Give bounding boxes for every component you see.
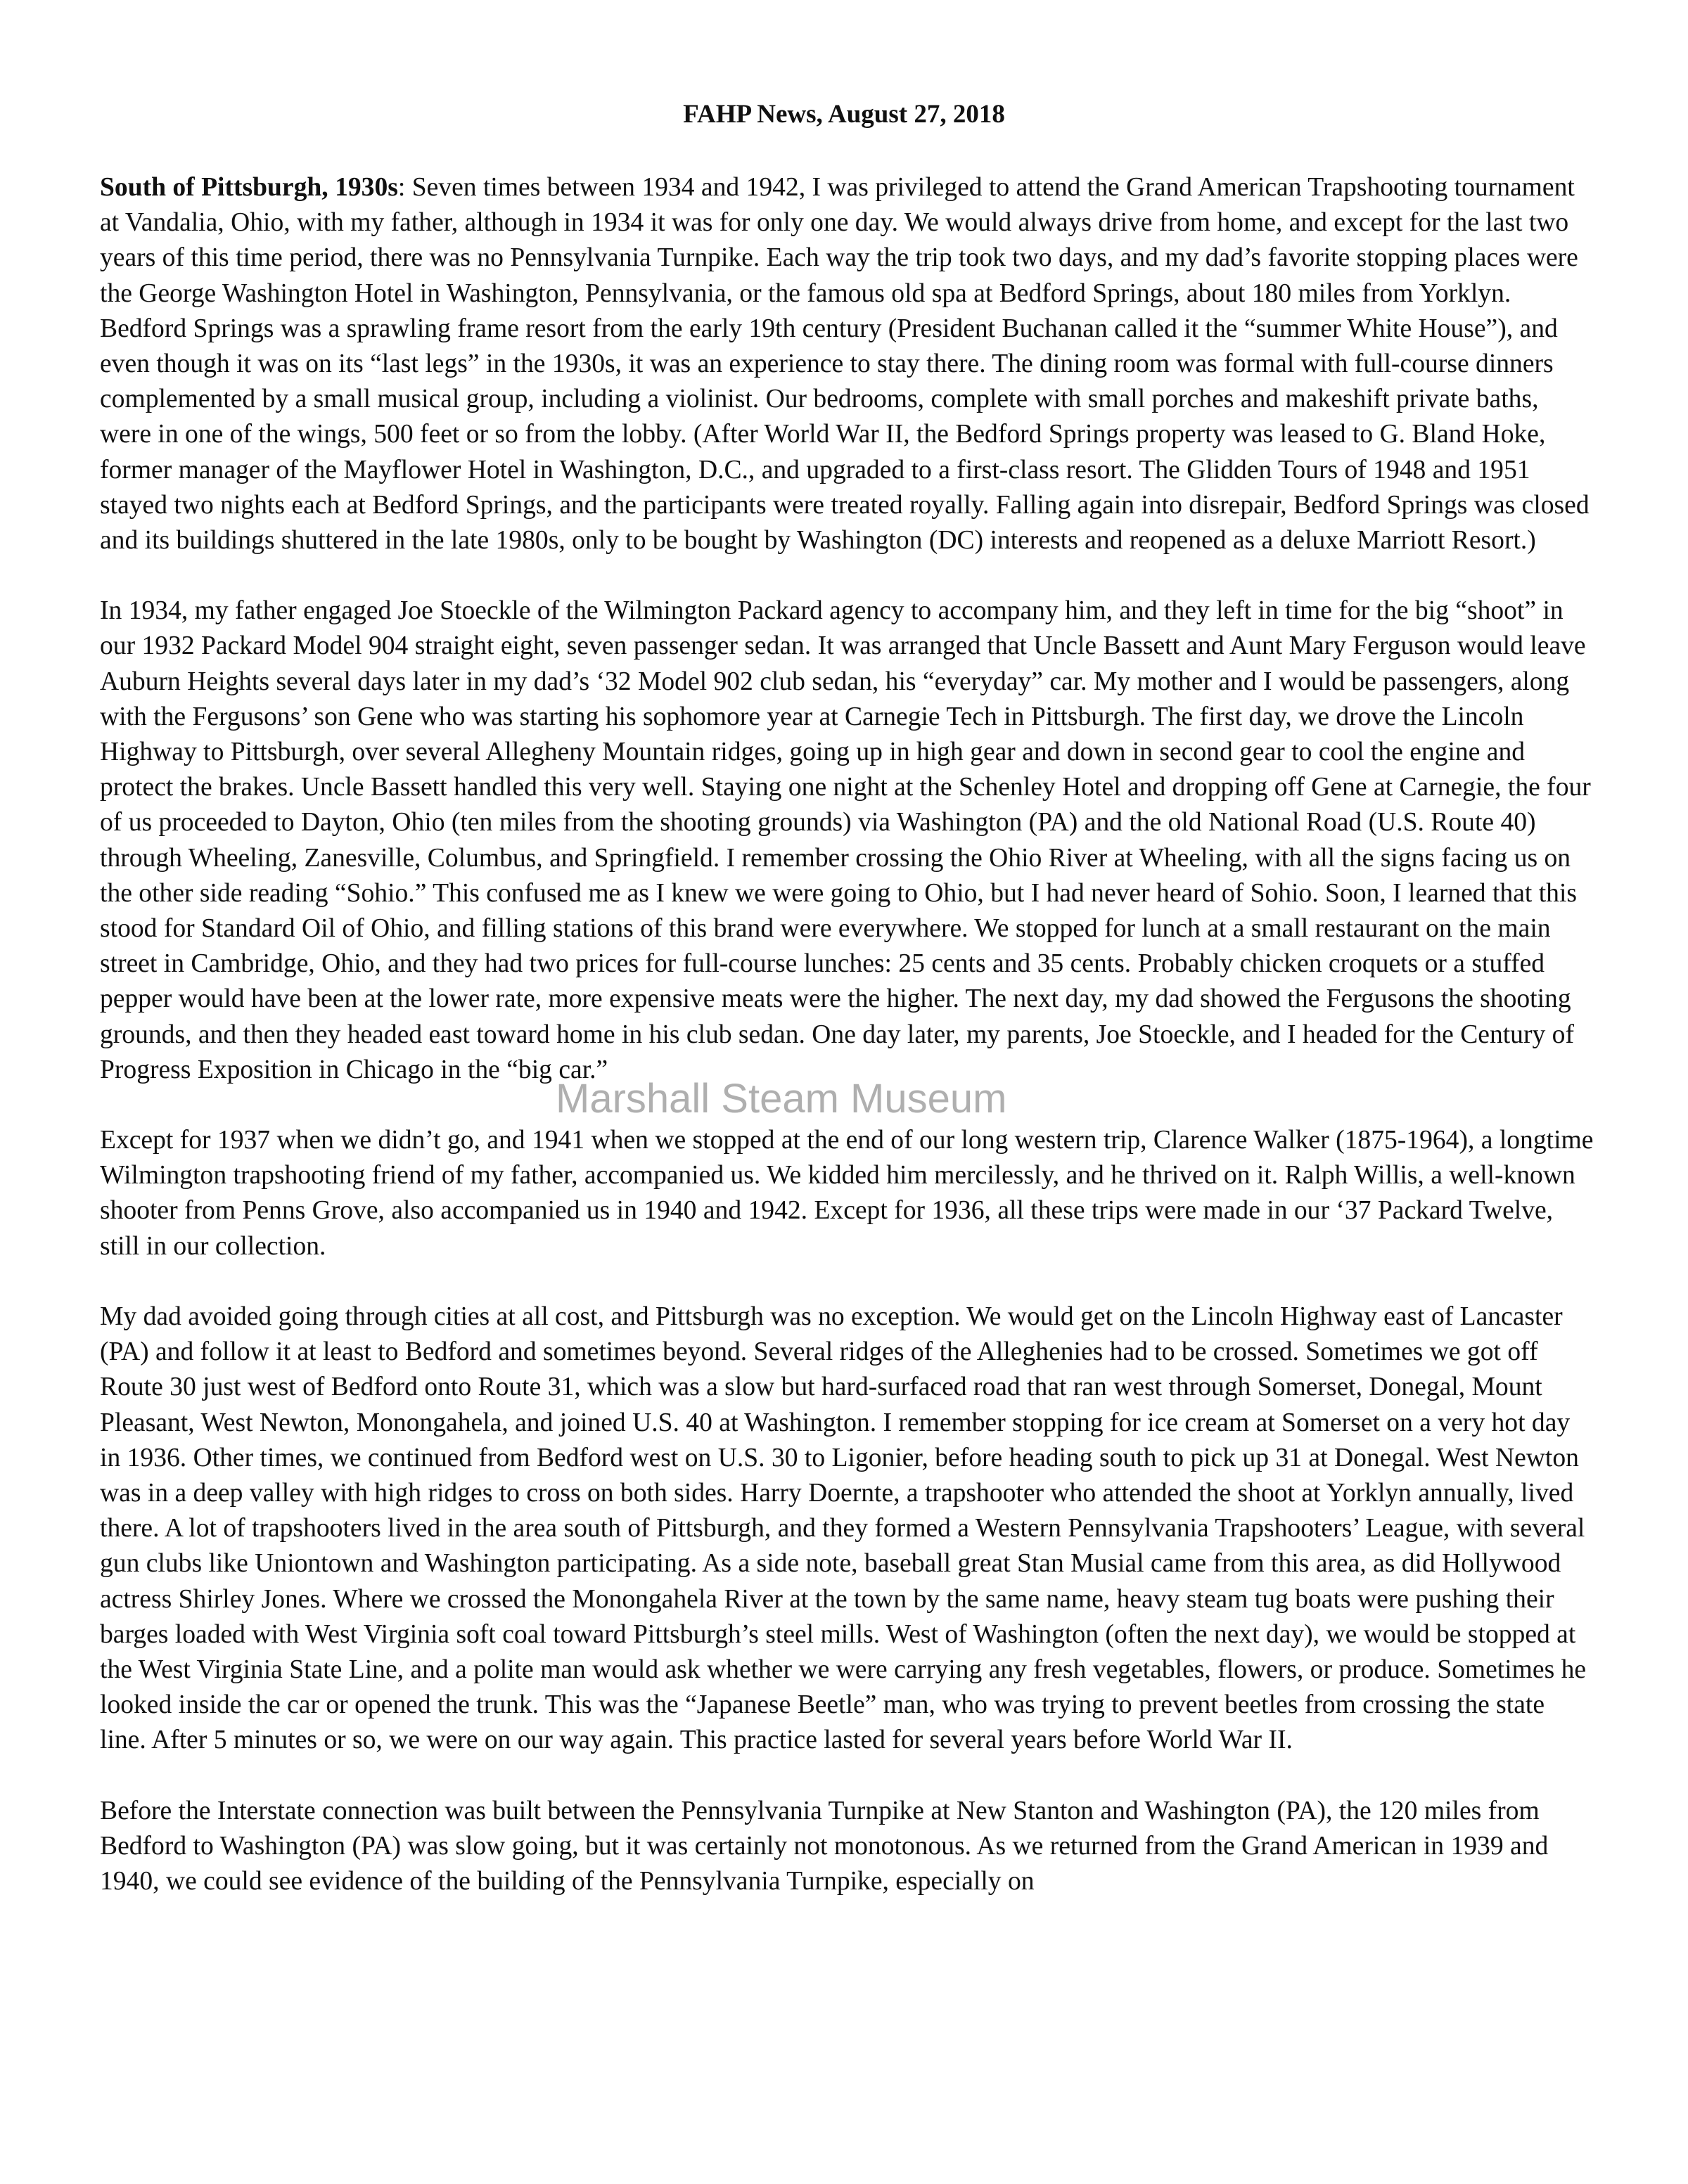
paragraph-2: In 1934, my father engaged Joe Stoeckle of the Wilmington Packard agency to accompany him, and they left in time for the big “shoot” in our 1932 Packard Model 904 straight eight, seven passenger sedan. It was arranged that Uncle Bassett and Aunt Mary Ferguson would leave Auburn Heights several days later in my dad’s ‘32 Model 902 club sedan, his “everyday” car. My mother and I would be passengers, along with the Fergusons’ son Gene who was starting his sophomore year at Carnegie Tech in Pittsburgh. The first day, we drove the Lincoln Highway to Pittsburgh, over several Allegheny Mountain ridges, going up in high gear and down in second gear to cool the engine and protect the brakes. Uncle Bassett handled this very well. Staying one night at the Schenley Hotel and dropping off Gene at Carnegie, the four of us proceeded to Dayton, Ohio (ten miles from the shooting grounds) via Washington (PA) and the old National Road (U.S. Route 40) through Wheeling, Zanesville, Columbus, and Springfield. I remember crossing the Ohio River at Wheeling, with all the signs facing us on the other side reading “Sohio.” This confused me as I knew we were going to Ohio, but I had never heard of Sohio. Soon, I learned that this stood for Standard Oil of Ohio, and filling stations of this brand were everywhere. We stopped for lunch at a small restaurant on the main street in Cambridge, Ohio, and they had two prices for full-course lunches: 25 cents and 35 cents. Probably chicken croquets or a stuffed pepper would have been at the lower rate, more expensive meats were the higher. The next day, my dad showed the Fergusons the shooting grounds, and then they headed east toward home in his club sedan. One day later, my parents, Joe Stoeckle, and I headed for the Century of Progress Exposition in Chicago in the “big car.” bbox=[100, 596, 1591, 1084]
paragraph-3: Except for 1937 when we didn’t go, and 1941 when we stopped at the end of our long western trip, Clarence Walker (1875-1964), a longtime Wilmington trapshooting friend of my father, accompanied us. We kidded him mercilessly, and he thrived on it. Ralph Willis, a well-known shooter from Penns Grove, also accompanied us in 1940 and 1942. Except for 1936, all these trips were made in our ‘37 Packard Twelve, still in our collection. bbox=[100, 1126, 1594, 1261]
paragraph-1 bbox=[100, 170, 1595, 558]
page-title: FAHP News, August 27, 2018 bbox=[683, 100, 1005, 129]
paragraph-5: Before the Interstate connection was built between the Pennsylvania Turnpike at New Stanton and Washington (PA), the 120 miles from Bedford to Washington (PA) was slow going, but it was certainly not monotonous. As we returned from the Grand American in 1939 and 1940, we could see evidence of the building of the Pennsylvania Turnpike, especially on bbox=[100, 1796, 1549, 1896]
paragraph-4: My dad avoided going through cities at all cost, and Pittsburgh was no exception. We would get on the Lincoln Highway east of Lancaster (PA) and follow it at least to Bedford and sometimes beyond. Several ridges of the Alleghenies had to be crossed. Sometimes we got off Route 30 just west of Bedford onto Route 31, which was a slow but hard-surfaced road that ran west through Somerset, Donegal, Mount Pleasant, West Newton, Monongahela, and joined U.S. 40 at Washington. I remember stopping for ice cream at Somerset on a very hot day in 1936. Other times, we continued from Bedford west on U.S. 30 to Ligonier, before heading south to pick up 31 at Donegal. West Newton was in a deep valley with high ridges to cross on both sides. Harry Doernte, a trapshooter who attended the shoot at Yorklyn annually, lived there. A lot of trapshooters lived in the area south of Pittsburgh, and they formed a Western Pennsylvania Trapshooters’ League, with several gun clubs like Uniontown and Washington participating. As a side note, baseball great Stan Musial came from this area, as did Hollywood actress Shirley Jones. Where we crossed the Monongahela River at the town by the same name, heavy steam tug boats were pushing their barges loaded with West Virginia soft coal toward Pittsburgh’s steel mills. West of Washington (often the next day), we would be stopped at the West Virginia State Line, and a polite man would ask whether we were carrying any fresh vegetables, flowers, or produce. Sometimes he looked inside the car or opened the trunk. This was the “Japanese Beetle” man, who was trying to prevent beetles from crossing the state line. After 5 minutes or so, we were on our way again. This practice lasted for several years before World War II. bbox=[100, 1302, 1587, 1755]
paragraph-1-text: : Seven times between 1934 and 1942, I was privileged to attend the Grand American Trapshooting tournament at Vandalia, Ohio, with my father, although in 1934 it was for only one day. We would always drive from home, and except for the last two years of this time period, there was no Pennsylvania Turnpike. Each way the trip took two days, and my dad’s favorite stopping places were the George Washington Hotel in Washington, Pennsylvania, or the famous old spa at Bedford Springs, about 180 miles from Yorklyn. Bedford Springs was a sprawling frame resort from the early 19th century (President Buchanan called it the “summer White House”), and even though it was on its “last legs” in the 1930s, it was an experience to stay there. The dining room was formal with full-course dinners complemented by a small musical group, including a violinist. Our bedrooms, complete with small porches and makeshift private baths, were in one of the wings, 500 feet or so from the lobby. (After World War II, the Bedford Springs property was leased to G. Bland Hoke, former manager of the Mayflower Hotel in Washington, D.C., and upgraded to a first-class resort. The Glidden Tours of 1948 and 1951 stayed two nights each at Bedford Springs, and the participants were treated royally. Falling again into disrepair, Bedford Springs was closed and its buildings shuttered in the late 1980s, only to be bought by Washington (DC) interests and reopened as a deluxe Marriott Resort.) bbox=[100, 173, 1590, 555]
watermark: Marshall Steam Museum bbox=[556, 1076, 1007, 1122]
section-heading: South of Pittsburgh, 1930s bbox=[100, 173, 398, 202]
article-body bbox=[100, 170, 1595, 1934]
